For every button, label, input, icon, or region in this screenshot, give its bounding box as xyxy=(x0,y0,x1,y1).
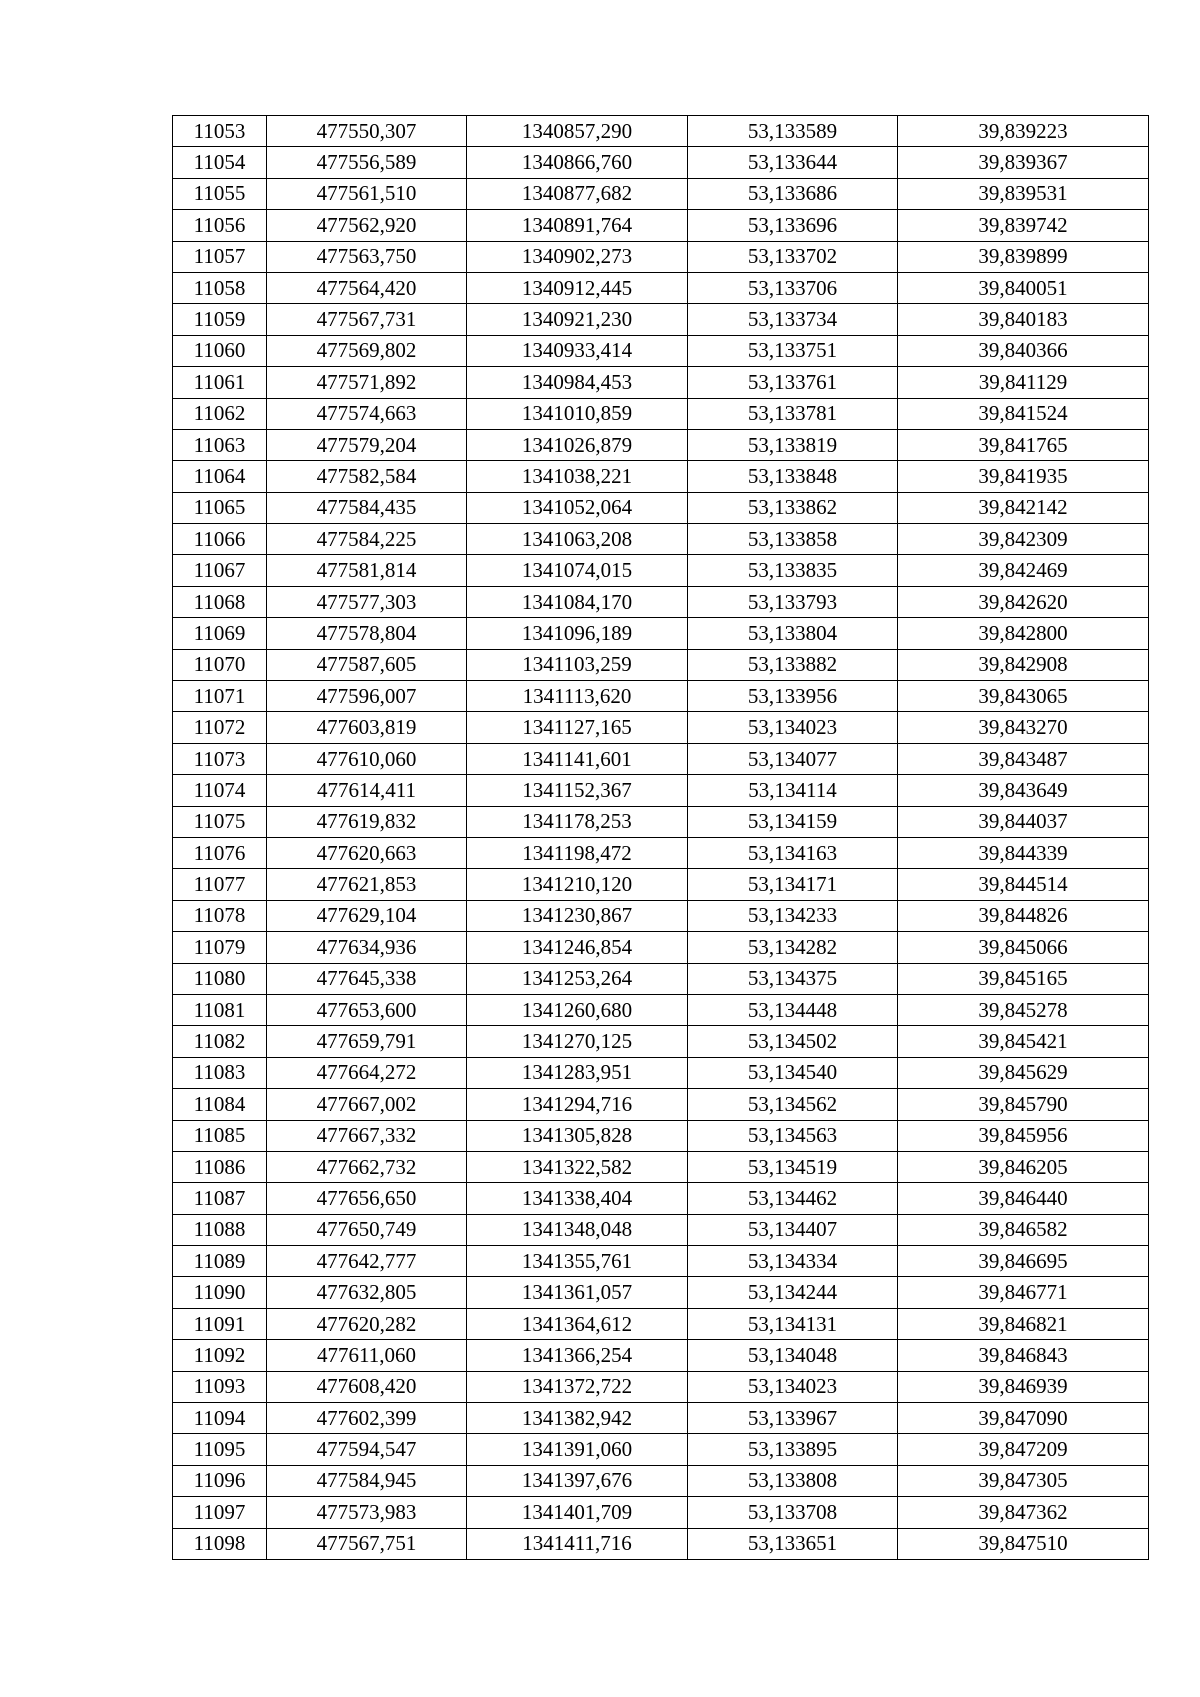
point-number-cell: 11083 xyxy=(173,1057,267,1088)
latitude-cell: 53,133956 xyxy=(688,681,898,712)
point-number-cell: 11080 xyxy=(173,963,267,994)
table-row xyxy=(173,1403,1149,1434)
table-row xyxy=(173,932,1149,963)
latitude-cell: 53,133696 xyxy=(688,210,898,241)
table-row xyxy=(173,1340,1149,1371)
longitude-cell: 39,839367 xyxy=(898,147,1149,178)
x-coordinate-cell: 477642,777 xyxy=(267,1246,467,1277)
x-coordinate-cell: 477619,832 xyxy=(267,806,467,837)
point-number-cell: 11086 xyxy=(173,1151,267,1182)
latitude-cell: 53,134282 xyxy=(688,932,898,963)
table-row xyxy=(173,1434,1149,1465)
longitude-cell: 39,839899 xyxy=(898,241,1149,272)
latitude-cell: 53,134407 xyxy=(688,1214,898,1245)
table-row xyxy=(173,1465,1149,1496)
latitude-cell: 53,134023 xyxy=(688,1371,898,1402)
latitude-cell: 53,133808 xyxy=(688,1465,898,1496)
table-row xyxy=(173,241,1149,272)
y-coordinate-cell: 1341253,264 xyxy=(467,963,688,994)
x-coordinate-cell: 477656,650 xyxy=(267,1183,467,1214)
x-coordinate-cell: 477577,303 xyxy=(267,586,467,617)
table-row xyxy=(173,994,1149,1025)
longitude-cell: 39,844514 xyxy=(898,869,1149,900)
longitude-cell: 39,841524 xyxy=(898,398,1149,429)
point-number-cell: 11058 xyxy=(173,272,267,303)
longitude-cell: 39,840366 xyxy=(898,335,1149,366)
x-coordinate-cell: 477561,510 xyxy=(267,178,467,209)
longitude-cell: 39,841935 xyxy=(898,461,1149,492)
latitude-cell: 53,134375 xyxy=(688,963,898,994)
y-coordinate-cell: 1341127,165 xyxy=(467,712,688,743)
y-coordinate-cell: 1341364,612 xyxy=(467,1308,688,1339)
point-number-cell: 11098 xyxy=(173,1528,267,1559)
table-row xyxy=(173,618,1149,649)
y-coordinate-cell: 1341382,942 xyxy=(467,1403,688,1434)
longitude-cell: 39,845165 xyxy=(898,963,1149,994)
longitude-cell: 39,846582 xyxy=(898,1214,1149,1245)
y-coordinate-cell: 1341270,125 xyxy=(467,1026,688,1057)
x-coordinate-cell: 477608,420 xyxy=(267,1371,467,1402)
y-coordinate-cell: 1340933,414 xyxy=(467,335,688,366)
longitude-cell: 39,846771 xyxy=(898,1277,1149,1308)
latitude-cell: 53,134448 xyxy=(688,994,898,1025)
latitude-cell: 53,133589 xyxy=(688,116,898,147)
x-coordinate-cell: 477659,791 xyxy=(267,1026,467,1057)
point-number-cell: 11073 xyxy=(173,743,267,774)
point-number-cell: 11060 xyxy=(173,335,267,366)
y-coordinate-cell: 1341338,404 xyxy=(467,1183,688,1214)
point-number-cell: 11089 xyxy=(173,1246,267,1277)
point-number-cell: 11057 xyxy=(173,241,267,272)
longitude-cell: 39,839223 xyxy=(898,116,1149,147)
x-coordinate-cell: 477563,750 xyxy=(267,241,467,272)
coordinates-table-body xyxy=(173,116,1149,1560)
point-number-cell: 11064 xyxy=(173,461,267,492)
point-number-cell: 11096 xyxy=(173,1465,267,1496)
x-coordinate-cell: 477569,802 xyxy=(267,335,467,366)
longitude-cell: 39,844339 xyxy=(898,837,1149,868)
latitude-cell: 53,134462 xyxy=(688,1183,898,1214)
latitude-cell: 53,134519 xyxy=(688,1151,898,1182)
longitude-cell: 39,845790 xyxy=(898,1089,1149,1120)
longitude-cell: 39,842800 xyxy=(898,618,1149,649)
point-number-cell: 11070 xyxy=(173,649,267,680)
point-number-cell: 11097 xyxy=(173,1497,267,1528)
table-row xyxy=(173,178,1149,209)
x-coordinate-cell: 477634,936 xyxy=(267,932,467,963)
y-coordinate-cell: 1341026,879 xyxy=(467,429,688,460)
table-row xyxy=(173,492,1149,523)
table-row xyxy=(173,335,1149,366)
latitude-cell: 53,134048 xyxy=(688,1340,898,1371)
table-row xyxy=(173,806,1149,837)
y-coordinate-cell: 1341411,716 xyxy=(467,1528,688,1559)
longitude-cell: 39,845066 xyxy=(898,932,1149,963)
x-coordinate-cell: 477662,732 xyxy=(267,1151,467,1182)
latitude-cell: 53,133761 xyxy=(688,367,898,398)
latitude-cell: 53,134159 xyxy=(688,806,898,837)
y-coordinate-cell: 1341103,259 xyxy=(467,649,688,680)
latitude-cell: 53,134244 xyxy=(688,1277,898,1308)
latitude-cell: 53,134334 xyxy=(688,1246,898,1277)
longitude-cell: 39,840051 xyxy=(898,272,1149,303)
point-number-cell: 11087 xyxy=(173,1183,267,1214)
table-row xyxy=(173,1151,1149,1182)
longitude-cell: 39,845956 xyxy=(898,1120,1149,1151)
latitude-cell: 53,133686 xyxy=(688,178,898,209)
point-number-cell: 11069 xyxy=(173,618,267,649)
x-coordinate-cell: 477664,272 xyxy=(267,1057,467,1088)
longitude-cell: 39,846695 xyxy=(898,1246,1149,1277)
latitude-cell: 53,133781 xyxy=(688,398,898,429)
latitude-cell: 53,133751 xyxy=(688,335,898,366)
table-row xyxy=(173,1308,1149,1339)
x-coordinate-cell: 477667,332 xyxy=(267,1120,467,1151)
latitude-cell: 53,134233 xyxy=(688,900,898,931)
y-coordinate-cell: 1340877,682 xyxy=(467,178,688,209)
latitude-cell: 53,133651 xyxy=(688,1528,898,1559)
y-coordinate-cell: 1341052,064 xyxy=(467,492,688,523)
point-number-cell: 11063 xyxy=(173,429,267,460)
table-row xyxy=(173,555,1149,586)
longitude-cell: 39,842142 xyxy=(898,492,1149,523)
table-row xyxy=(173,586,1149,617)
table-row xyxy=(173,1183,1149,1214)
point-number-cell: 11088 xyxy=(173,1214,267,1245)
latitude-cell: 53,133708 xyxy=(688,1497,898,1528)
latitude-cell: 53,133819 xyxy=(688,429,898,460)
y-coordinate-cell: 1340984,453 xyxy=(467,367,688,398)
latitude-cell: 53,133644 xyxy=(688,147,898,178)
longitude-cell: 39,846939 xyxy=(898,1371,1149,1402)
longitude-cell: 39,844037 xyxy=(898,806,1149,837)
point-number-cell: 11084 xyxy=(173,1089,267,1120)
longitude-cell: 39,847510 xyxy=(898,1528,1149,1559)
x-coordinate-cell: 477579,204 xyxy=(267,429,467,460)
y-coordinate-cell: 1341401,709 xyxy=(467,1497,688,1528)
x-coordinate-cell: 477603,819 xyxy=(267,712,467,743)
table-row xyxy=(173,524,1149,555)
y-coordinate-cell: 1340866,760 xyxy=(467,147,688,178)
longitude-cell: 39,842620 xyxy=(898,586,1149,617)
table-row xyxy=(173,837,1149,868)
y-coordinate-cell: 1341348,048 xyxy=(467,1214,688,1245)
latitude-cell: 53,133804 xyxy=(688,618,898,649)
table-row xyxy=(173,1089,1149,1120)
table-row xyxy=(173,1371,1149,1402)
longitude-cell: 39,844826 xyxy=(898,900,1149,931)
y-coordinate-cell: 1341322,582 xyxy=(467,1151,688,1182)
longitude-cell: 39,841765 xyxy=(898,429,1149,460)
x-coordinate-cell: 477562,920 xyxy=(267,210,467,241)
x-coordinate-cell: 477645,338 xyxy=(267,963,467,994)
point-number-cell: 11071 xyxy=(173,681,267,712)
point-number-cell: 11081 xyxy=(173,994,267,1025)
table-row xyxy=(173,1528,1149,1559)
latitude-cell: 53,134502 xyxy=(688,1026,898,1057)
x-coordinate-cell: 477584,435 xyxy=(267,492,467,523)
x-coordinate-cell: 477564,420 xyxy=(267,272,467,303)
y-coordinate-cell: 1341010,859 xyxy=(467,398,688,429)
latitude-cell: 53,133862 xyxy=(688,492,898,523)
y-coordinate-cell: 1341141,601 xyxy=(467,743,688,774)
longitude-cell: 39,842309 xyxy=(898,524,1149,555)
point-number-cell: 11072 xyxy=(173,712,267,743)
latitude-cell: 53,133967 xyxy=(688,1403,898,1434)
x-coordinate-cell: 477620,663 xyxy=(267,837,467,868)
table-row xyxy=(173,1057,1149,1088)
longitude-cell: 39,842469 xyxy=(898,555,1149,586)
table-row xyxy=(173,1277,1149,1308)
x-coordinate-cell: 477578,804 xyxy=(267,618,467,649)
table-row xyxy=(173,869,1149,900)
y-coordinate-cell: 1341372,722 xyxy=(467,1371,688,1402)
x-coordinate-cell: 477667,002 xyxy=(267,1089,467,1120)
point-number-cell: 11076 xyxy=(173,837,267,868)
longitude-cell: 39,845421 xyxy=(898,1026,1149,1057)
x-coordinate-cell: 477596,007 xyxy=(267,681,467,712)
point-number-cell: 11068 xyxy=(173,586,267,617)
longitude-cell: 39,840183 xyxy=(898,304,1149,335)
x-coordinate-cell: 477550,307 xyxy=(267,116,467,147)
latitude-cell: 53,133702 xyxy=(688,241,898,272)
longitude-cell: 39,846843 xyxy=(898,1340,1149,1371)
y-coordinate-cell: 1341246,854 xyxy=(467,932,688,963)
point-number-cell: 11067 xyxy=(173,555,267,586)
latitude-cell: 53,133895 xyxy=(688,1434,898,1465)
table-row xyxy=(173,147,1149,178)
coordinates-table xyxy=(172,115,1149,1560)
x-coordinate-cell: 477629,104 xyxy=(267,900,467,931)
longitude-cell: 39,842908 xyxy=(898,649,1149,680)
point-number-cell: 11077 xyxy=(173,869,267,900)
y-coordinate-cell: 1340921,230 xyxy=(467,304,688,335)
table-row xyxy=(173,775,1149,806)
point-number-cell: 11061 xyxy=(173,367,267,398)
longitude-cell: 39,847209 xyxy=(898,1434,1149,1465)
y-coordinate-cell: 1341355,761 xyxy=(467,1246,688,1277)
y-coordinate-cell: 1341366,254 xyxy=(467,1340,688,1371)
latitude-cell: 53,133858 xyxy=(688,524,898,555)
x-coordinate-cell: 477602,399 xyxy=(267,1403,467,1434)
y-coordinate-cell: 1341198,472 xyxy=(467,837,688,868)
latitude-cell: 53,134562 xyxy=(688,1089,898,1120)
y-coordinate-cell: 1341152,367 xyxy=(467,775,688,806)
y-coordinate-cell: 1341096,189 xyxy=(467,618,688,649)
y-coordinate-cell: 1340891,764 xyxy=(467,210,688,241)
x-coordinate-cell: 477584,225 xyxy=(267,524,467,555)
x-coordinate-cell: 477571,892 xyxy=(267,367,467,398)
x-coordinate-cell: 477584,945 xyxy=(267,1465,467,1496)
table-row xyxy=(173,900,1149,931)
table-row xyxy=(173,304,1149,335)
x-coordinate-cell: 477632,805 xyxy=(267,1277,467,1308)
point-number-cell: 11085 xyxy=(173,1120,267,1151)
table-row xyxy=(173,743,1149,774)
y-coordinate-cell: 1340857,290 xyxy=(467,116,688,147)
longitude-cell: 39,845278 xyxy=(898,994,1149,1025)
longitude-cell: 39,846821 xyxy=(898,1308,1149,1339)
point-number-cell: 11079 xyxy=(173,932,267,963)
point-number-cell: 11062 xyxy=(173,398,267,429)
table-row xyxy=(173,367,1149,398)
y-coordinate-cell: 1341260,680 xyxy=(467,994,688,1025)
y-coordinate-cell: 1341397,676 xyxy=(467,1465,688,1496)
y-coordinate-cell: 1341210,120 xyxy=(467,869,688,900)
x-coordinate-cell: 477567,751 xyxy=(267,1528,467,1559)
y-coordinate-cell: 1341178,253 xyxy=(467,806,688,837)
x-coordinate-cell: 477567,731 xyxy=(267,304,467,335)
latitude-cell: 53,134171 xyxy=(688,869,898,900)
table-row xyxy=(173,963,1149,994)
longitude-cell: 39,841129 xyxy=(898,367,1149,398)
table-row xyxy=(173,712,1149,743)
point-number-cell: 11074 xyxy=(173,775,267,806)
y-coordinate-cell: 1341283,951 xyxy=(467,1057,688,1088)
point-number-cell: 11091 xyxy=(173,1308,267,1339)
x-coordinate-cell: 477653,600 xyxy=(267,994,467,1025)
y-coordinate-cell: 1340912,445 xyxy=(467,272,688,303)
table-row xyxy=(173,210,1149,241)
latitude-cell: 53,133882 xyxy=(688,649,898,680)
table-row xyxy=(173,681,1149,712)
point-number-cell: 11056 xyxy=(173,210,267,241)
table-row xyxy=(173,1246,1149,1277)
point-number-cell: 11082 xyxy=(173,1026,267,1057)
table-row xyxy=(173,429,1149,460)
longitude-cell: 39,847362 xyxy=(898,1497,1149,1528)
table-row xyxy=(173,1026,1149,1057)
y-coordinate-cell: 1341063,208 xyxy=(467,524,688,555)
table-row xyxy=(173,116,1149,147)
x-coordinate-cell: 477556,589 xyxy=(267,147,467,178)
point-number-cell: 11078 xyxy=(173,900,267,931)
x-coordinate-cell: 477621,853 xyxy=(267,869,467,900)
latitude-cell: 53,133706 xyxy=(688,272,898,303)
x-coordinate-cell: 477582,584 xyxy=(267,461,467,492)
x-coordinate-cell: 477587,605 xyxy=(267,649,467,680)
y-coordinate-cell: 1341113,620 xyxy=(467,681,688,712)
table-row xyxy=(173,398,1149,429)
y-coordinate-cell: 1341361,057 xyxy=(467,1277,688,1308)
longitude-cell: 39,843649 xyxy=(898,775,1149,806)
latitude-cell: 53,134023 xyxy=(688,712,898,743)
longitude-cell: 39,843487 xyxy=(898,743,1149,774)
point-number-cell: 11093 xyxy=(173,1371,267,1402)
point-number-cell: 11065 xyxy=(173,492,267,523)
table-row xyxy=(173,1497,1149,1528)
longitude-cell: 39,843270 xyxy=(898,712,1149,743)
y-coordinate-cell: 1341230,867 xyxy=(467,900,688,931)
point-number-cell: 11055 xyxy=(173,178,267,209)
longitude-cell: 39,843065 xyxy=(898,681,1149,712)
point-number-cell: 11054 xyxy=(173,147,267,178)
x-coordinate-cell: 477610,060 xyxy=(267,743,467,774)
longitude-cell: 39,846440 xyxy=(898,1183,1149,1214)
point-number-cell: 11053 xyxy=(173,116,267,147)
table-row xyxy=(173,1214,1149,1245)
y-coordinate-cell: 1341074,015 xyxy=(467,555,688,586)
y-coordinate-cell: 1341084,170 xyxy=(467,586,688,617)
y-coordinate-cell: 1340902,273 xyxy=(467,241,688,272)
latitude-cell: 53,133793 xyxy=(688,586,898,617)
x-coordinate-cell: 477614,411 xyxy=(267,775,467,806)
point-number-cell: 11094 xyxy=(173,1403,267,1434)
latitude-cell: 53,134114 xyxy=(688,775,898,806)
point-number-cell: 11095 xyxy=(173,1434,267,1465)
table-row xyxy=(173,1120,1149,1151)
longitude-cell: 39,839531 xyxy=(898,178,1149,209)
y-coordinate-cell: 1341294,716 xyxy=(467,1089,688,1120)
y-coordinate-cell: 1341038,221 xyxy=(467,461,688,492)
point-number-cell: 11075 xyxy=(173,806,267,837)
latitude-cell: 53,134540 xyxy=(688,1057,898,1088)
point-number-cell: 11066 xyxy=(173,524,267,555)
x-coordinate-cell: 477620,282 xyxy=(267,1308,467,1339)
latitude-cell: 53,134563 xyxy=(688,1120,898,1151)
table-row xyxy=(173,649,1149,680)
point-number-cell: 11059 xyxy=(173,304,267,335)
x-coordinate-cell: 477581,814 xyxy=(267,555,467,586)
latitude-cell: 53,133734 xyxy=(688,304,898,335)
y-coordinate-cell: 1341391,060 xyxy=(467,1434,688,1465)
longitude-cell: 39,839742 xyxy=(898,210,1149,241)
table-row xyxy=(173,461,1149,492)
latitude-cell: 53,133835 xyxy=(688,555,898,586)
longitude-cell: 39,847305 xyxy=(898,1465,1149,1496)
x-coordinate-cell: 477611,060 xyxy=(267,1340,467,1371)
latitude-cell: 53,134163 xyxy=(688,837,898,868)
table-row xyxy=(173,272,1149,303)
x-coordinate-cell: 477574,663 xyxy=(267,398,467,429)
longitude-cell: 39,845629 xyxy=(898,1057,1149,1088)
point-number-cell: 11092 xyxy=(173,1340,267,1371)
latitude-cell: 53,133848 xyxy=(688,461,898,492)
longitude-cell: 39,847090 xyxy=(898,1403,1149,1434)
longitude-cell: 39,846205 xyxy=(898,1151,1149,1182)
x-coordinate-cell: 477650,749 xyxy=(267,1214,467,1245)
latitude-cell: 53,134131 xyxy=(688,1308,898,1339)
latitude-cell: 53,134077 xyxy=(688,743,898,774)
x-coordinate-cell: 477594,547 xyxy=(267,1434,467,1465)
point-number-cell: 11090 xyxy=(173,1277,267,1308)
x-coordinate-cell: 477573,983 xyxy=(267,1497,467,1528)
y-coordinate-cell: 1341305,828 xyxy=(467,1120,688,1151)
